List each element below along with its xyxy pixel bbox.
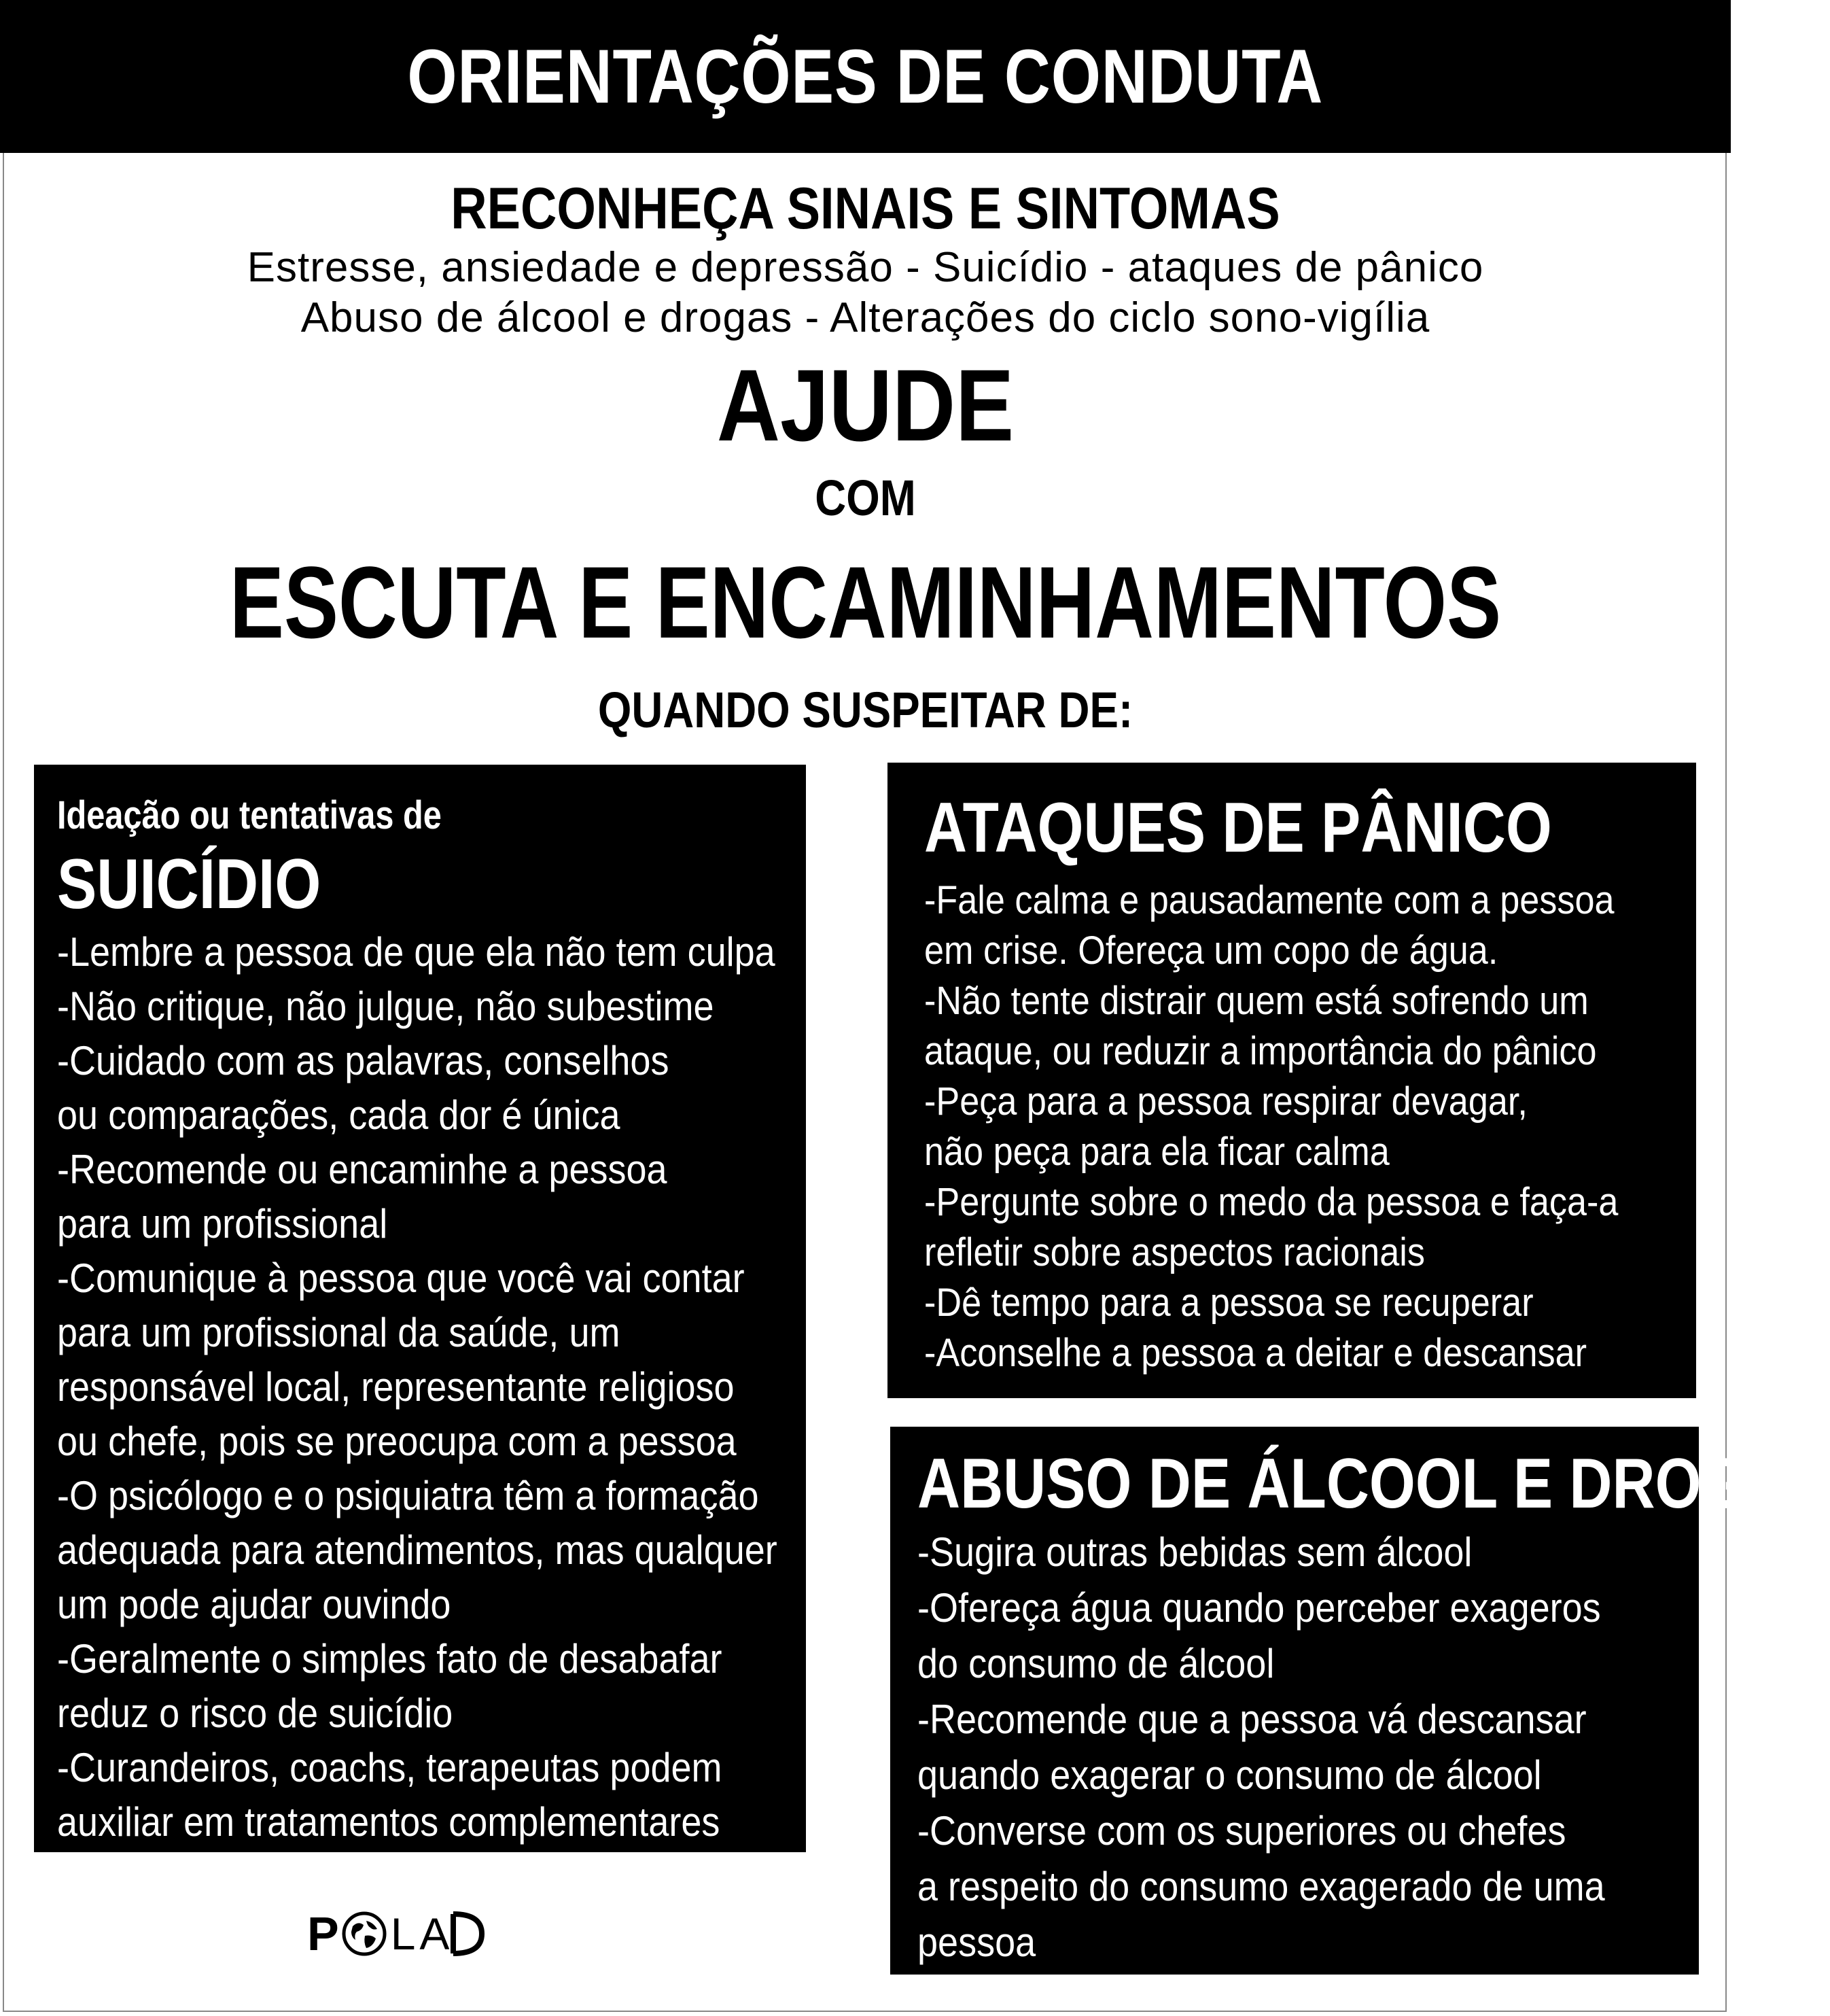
when-suspect-heading: QUANDO SUSPEITAR DE:: [597, 682, 1133, 738]
list-item: refletir sobre aspectos racionais: [924, 1230, 1425, 1274]
logo-letter-l: L: [390, 1909, 416, 1959]
list-item: -Aconselhe a pessoa a deitar e descansar: [924, 1331, 1587, 1375]
list-item: -Cuidado com as palavras, conselhos: [57, 1038, 669, 1083]
logo-letter-a: A: [419, 1909, 450, 1959]
list-item: adequada para atendimentos, mas qualquer: [57, 1527, 777, 1573]
list-item: a respeito do consumo exagerado de uma: [917, 1864, 1605, 1909]
page-title: ORIENTAÇÕES DE CONDUTA: [407, 34, 1324, 119]
globe-icon: [342, 1911, 387, 1956]
list-item: ou comparações, cada dor é única: [57, 1092, 620, 1138]
list-item: -Peça para a pessoa respirar devagar,: [924, 1079, 1528, 1124]
panic-panel: [887, 763, 1696, 1398]
list-item: responsável local, representante religioso: [57, 1364, 735, 1410]
list-item: pessoa: [917, 1919, 1036, 1965]
list-item: -O psicólogo e o psiquiatra têm a formação: [57, 1473, 759, 1518]
abuse-panel: [890, 1427, 1830, 1975]
help-heading: AJUDE: [716, 348, 1015, 462]
list-item: -Dê tempo para a pessoa se recuperar: [924, 1281, 1534, 1325]
listening-heading: ESCUTA E ENCAMINHAMENTOS: [229, 545, 1502, 659]
abuse-list: [917, 1525, 1699, 1970]
logo-letter-p: P: [307, 1907, 339, 1960]
recognize-line-1: Estresse, ansiedade e depressão - Suicídio - ataques de pânico: [247, 244, 1484, 291]
abuse-heading: ABUSO DE ÁLCOOL E DROGAS: [917, 1444, 1830, 1523]
list-item: -Não critique, não julgue, não subestime: [57, 984, 714, 1029]
list-item: -Lembre a pessoa de que ela não tem culpa: [57, 929, 775, 975]
recognize-title: RECONHEÇA SINAIS E SINTOMAS: [451, 176, 1280, 241]
list-item: um pode ajudar ouvindo: [57, 1582, 451, 1627]
list-item: -Fale calma e pausadamente com a pessoa: [924, 878, 1615, 922]
list-item: não peça para ela ficar calma: [924, 1130, 1390, 1174]
list-item: -Comunique à pessoa que você vai contar: [57, 1255, 745, 1301]
list-item: -Converse com os superiores ou chefes: [917, 1808, 1566, 1854]
header-bar: [0, 0, 1731, 153]
list-item: -Não tente distrair quem está sofrendo um: [924, 979, 1589, 1023]
suicide-subheading: Ideação ou tentativas de: [57, 793, 442, 837]
logo-d-mark: [451, 1911, 485, 1956]
panic-heading: ATAQUES DE PÂNICO: [924, 788, 1552, 867]
list-item: -Curandeiros, coachs, terapeutas podem: [57, 1745, 722, 1790]
list-item: em crise. Ofereça um copo de água.: [924, 928, 1498, 973]
list-item: para um profissional da saúde, um: [57, 1310, 620, 1355]
list-item: para um profissional: [57, 1201, 388, 1247]
suicide-panel: [34, 765, 806, 1852]
list-item: -Recomende ou encaminhe a pessoa: [57, 1147, 667, 1192]
list-item: -Geralmente o simples fato de desabafar: [57, 1636, 722, 1682]
list-item: ataque, ou reduzir a importância do pânico: [924, 1029, 1597, 1073]
list-item: do consumo de álcool: [917, 1641, 1275, 1686]
list-item: -Ofereça água quando perceber exageros: [917, 1585, 1601, 1631]
suicide-heading: SUICÍDIO: [57, 845, 321, 924]
recognize-line-2: Abuso de álcool e drogas - Alterações do ciclo sono-vigília: [300, 294, 1430, 341]
list-item: reduz o risco de suicídio: [57, 1690, 453, 1736]
list-item: ou chefe, pois se preocupa com a pessoa: [57, 1419, 737, 1464]
list-item: -Sugira outras bebidas sem álcool: [917, 1529, 1473, 1575]
list-item: -Recomende que a pessoa vá descansar: [917, 1697, 1587, 1742]
polad-logo: [307, 1907, 511, 1960]
suicide-list: [57, 925, 806, 1849]
list-item: quando exagerar o consumo de álcool: [917, 1752, 1542, 1798]
panic-list: [924, 875, 1696, 1378]
with-word: COM: [815, 470, 916, 526]
list-item: auxiliar em tratamentos complementares: [57, 1799, 720, 1845]
list-item: -Pergunte sobre o medo da pessoa e faça-a: [924, 1180, 1619, 1224]
